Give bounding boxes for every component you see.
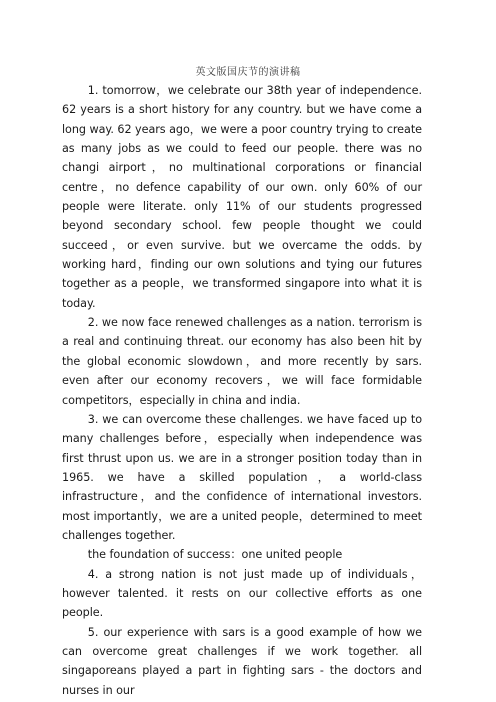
section-heading: the foundation of success：one united people (87, 548, 343, 562)
paragraph-4: 4. a strong nation is not just made up of individuals，however talented. it rests on our collective efforts as one people. (62, 567, 422, 620)
paragraph-1: 1. tomorrow，we celebrate our 38th year of independence. 62 years is a short history for any country. but we have come a long way. 62 years ago，we were a poor country trying to create as many jobs as we could to feed our people. there was no changi airport，no multinational corporations or financial centre，no defence capability of our own. only 60% of our people were literate. only 11% of our students progressed beyond secondary school. few people thought we could succeed，or even survive. but we overcame the odds. by working hard，finding our own solutions and tying our futures together as a people，we transformed singapore into what it is today. (62, 84, 422, 310)
paragraph-5: 5. our experience with sars is a good example of how we can overcome great challenges if we work together. all singaporeans played a part in fighting sars - the doctors and nurses in our (62, 625, 422, 697)
paragraph-2: 2. we now face renewed challenges as a nation. terrorism is a real and continuing threat. our economy has also been hit by the global economic slowdown，and more recently by sars. even after our economy recovers，we will face formidable competitors，especially in china and india. (62, 316, 422, 407)
paragraph-3: 3. we can overcome these challenges. we have faced up to many challenges before，especially when independence was first thrust upon us. we are in a stronger position today than in 1965. we have a skilled population，a world-class infrastructure，and the confidence of international investors. most importantly，we are a united people，determined to meet challenges together. (62, 412, 422, 542)
document-body (62, 81, 422, 700)
document-title: 英文版国庆节的演讲稿 (195, 67, 301, 78)
